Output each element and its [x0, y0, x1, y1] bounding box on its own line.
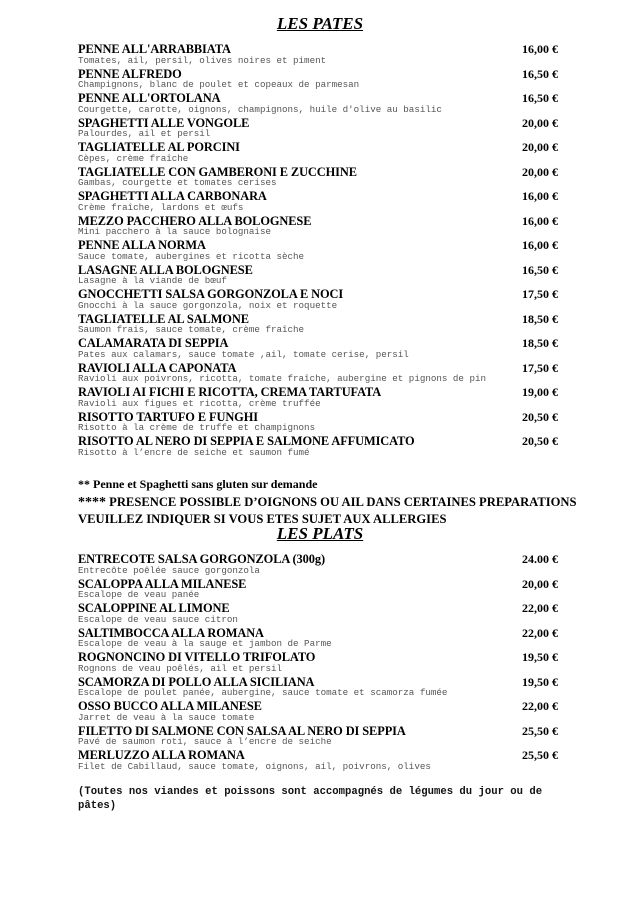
item-price: 22,00 €: [522, 699, 558, 713]
menu-item: [78, 577, 560, 602]
item-price: 18,50 €: [522, 336, 558, 350]
item-price: 20,00 €: [522, 115, 558, 130]
item-price: 16,00 €: [522, 213, 558, 228]
item-description: Pates aux calamars, sauce tomate ,ail, tomate cerise, persil: [78, 348, 409, 360]
menu-item: [78, 410, 560, 435]
item-description: Saumon frais, sauce tomate, crème fraîche: [78, 324, 305, 335]
item-name: OSSO BUCCO ALLA MILANESE: [78, 699, 262, 713]
item-description: Escalope de poulet panée, aubergine, sauce tomate et scamorza fumée: [78, 687, 448, 698]
item-name: SCALOPPINE AL LIMONE: [78, 601, 230, 615]
item-description: Pavé de saumon roti, sauce à l’encre de seiche: [78, 736, 332, 747]
item-description: Jarret de veau à la sauce tomate: [78, 711, 255, 723]
item-name: ROGNONCINO DI VITELLO TRIFOLATO: [78, 650, 316, 664]
item-description: Mini pacchero à la sauce bolognaise: [78, 226, 271, 237]
item-description: Rognons de veau poêlés, ail et persil: [78, 662, 282, 674]
menu-item: [78, 650, 560, 675]
menu-item: [78, 552, 560, 577]
item-price: 17,50 €: [522, 287, 558, 301]
menu-item: [78, 626, 560, 651]
item-name: TAGLIATELLE AL SALMONE: [78, 311, 249, 326]
item-name: FILETTO DI SALMONE CON SALSA AL NERO DI SEPPIA: [78, 723, 406, 738]
menu-item: [78, 189, 560, 214]
item-name: CALAMARATA DI SEPPIA: [78, 336, 229, 350]
item-price: 17,50 €: [522, 360, 558, 375]
menu-item: [78, 312, 560, 337]
menu-item: [78, 165, 560, 190]
gluten-free-note: ** Penne et Spaghetti sans gluten sur demande: [78, 477, 318, 491]
item-price: 25,50 €: [522, 748, 558, 762]
item-description: Entrecôte poêlée sauce gorgonzola: [78, 564, 260, 576]
item-name: SPAGHETTI ALLE VONGOLE: [78, 115, 250, 130]
item-price: 19,00 €: [522, 385, 558, 399]
item-description: Gnocchi à la sauce gorgonzola, noix et roquette: [78, 299, 338, 311]
item-price: 24.00 €: [522, 552, 558, 566]
menu-item: [78, 67, 560, 92]
item-description: Crème fraîche, lardons et œufs: [78, 201, 244, 213]
menu-item: [78, 361, 560, 386]
menu-item: [78, 263, 560, 288]
menu-item: [78, 287, 560, 312]
menu-item: [78, 91, 560, 116]
item-price: 16,50 €: [522, 91, 558, 105]
item-name: TAGLIATELLE CON GAMBERONI E ZUCCHINE: [78, 164, 357, 179]
pates-list: [78, 42, 560, 459]
menu-item: [78, 42, 560, 67]
item-name: RISOTTO TARTUFO E FUNGHI: [78, 409, 258, 424]
item-name: SPAGHETTI ALLA CARBONARA: [78, 189, 267, 203]
item-description: Escalope de veau à la sauge et jambon de Parme: [78, 638, 332, 649]
item-description: Risotto à l’encre de seiche et saumon fumé: [78, 446, 310, 458]
item-price: 20,50 €: [522, 434, 558, 448]
item-name: TAGLIATELLE AL PORCINI: [78, 140, 240, 154]
item-name: MEZZO PACCHERO ALLA BOLOGNESE: [78, 213, 312, 228]
menu-item: [78, 385, 560, 410]
item-price: 16,00 €: [522, 189, 558, 203]
item-name: SCALOPPA ALLA MILANESE: [78, 576, 247, 591]
item-description: Champignons, blanc de poulet et copeaux de parmesan: [78, 79, 360, 90]
allergy-line-1: PRESENCE POSSIBLE D’OIGNONS OU AIL DANS CERTAINES PREPARATIONS: [106, 495, 577, 509]
item-price: 20,50 €: [522, 409, 558, 424]
menu-item: [78, 214, 560, 239]
item-name: PENNE ALLA NORMA: [78, 238, 206, 252]
menu-item: [78, 675, 560, 700]
item-description: Gambas, courgette et tomates cerises: [78, 177, 277, 188]
allergy-note: [78, 494, 577, 527]
menu-item: [78, 601, 560, 626]
item-description: Escalope de veau sauce citron: [78, 613, 238, 625]
item-description: Palourdes, ail et persil: [78, 128, 211, 139]
item-description: Risotto à la crème de truffe et champignons: [78, 422, 316, 433]
menu-item: [78, 748, 560, 773]
item-name: SALTIMBOCCA ALLA ROMANA: [78, 625, 264, 640]
menu-item: [78, 140, 560, 165]
item-name: PENNE ALFREDO: [78, 66, 182, 81]
item-price: 16,00 €: [522, 42, 558, 56]
item-price: 19,50 €: [522, 674, 558, 689]
item-description: Ravioli aux poivrons, ricotta, tomate fraîche, aubergine et pignons de pin: [78, 373, 486, 384]
item-price: 22,00 €: [522, 625, 558, 640]
item-price: 16,00 €: [522, 238, 558, 252]
item-name: SCAMORZA DI POLLO ALLA SICILIANA: [78, 674, 315, 689]
item-name: ENTRECOTE SALSA GORGONZOLA (300g): [78, 552, 325, 566]
item-description: Ravioli aux figues et ricotta, crème truffée: [78, 397, 321, 409]
item-price: 20,00 €: [522, 576, 558, 591]
item-description: Tomates, ail, persil, olives noires et piment: [78, 54, 327, 66]
item-description: Lasagne à la viande de bœuf: [78, 275, 227, 286]
menu-item: [78, 699, 560, 724]
item-description: Escalope de veau panée: [78, 589, 200, 600]
section-title-pates: LES PATES: [276, 14, 364, 33]
item-name: RISOTTO AL NERO DI SEPPIA E SALMONE AFFUMICATO: [78, 434, 415, 448]
accompaniment-note: (Toutes nos viandes et poissons sont accompagnés de légumes du jour ou de pâtes): [78, 786, 543, 812]
item-description: Courgette, carotte, oignons, champignons, huile d'olive au basilic: [78, 103, 442, 115]
plats-list: [78, 552, 560, 773]
item-description: Filet de Cabillaud, sauce tomate, oignons, ail, poivrons, olives: [78, 760, 431, 772]
allergy-line-2: VEUILLEZ INDIQUER SI VOUS ETES SUJET AUX ALLERGIES: [78, 512, 447, 526]
item-name: LASAGNE ALLA BOLOGNESE: [78, 262, 253, 277]
item-name: RAVIOLI ALLA CAPONATA: [78, 360, 237, 375]
item-description: Sauce tomate, aubergines et ricotta sèche: [78, 250, 305, 262]
menu-item: [78, 116, 560, 141]
item-name: RAVIOLI AI FICHI E RICOTTA, CREMA TARTUFATA: [78, 385, 382, 399]
item-name: PENNE ALL'ORTOLANA: [78, 91, 221, 105]
item-name: GNOCCHETTI SALSA GORGONZOLA E NOCI: [78, 287, 344, 301]
item-price: 16,50 €: [522, 66, 558, 81]
section-title-plats: LES PLATS: [276, 524, 364, 543]
item-price: 16,50 €: [522, 262, 558, 277]
item-description: Cèpes, crème fraîche: [78, 152, 189, 164]
allergy-stars: ****: [78, 495, 106, 510]
item-price: 20,00 €: [522, 140, 558, 154]
item-price: 18,50 €: [522, 311, 558, 326]
item-price: 25,50 €: [522, 723, 558, 738]
menu-item: [78, 434, 560, 459]
item-price: 22,00 €: [522, 601, 558, 615]
menu-item: [78, 238, 560, 263]
menu-item: [78, 336, 560, 361]
item-price: 20,00 €: [522, 164, 558, 179]
item-price: 19,50 €: [522, 650, 558, 664]
item-name: MERLUZZO ALLA ROMANA: [78, 748, 245, 762]
menu-item: [78, 724, 560, 749]
item-name: PENNE ALL'ARRABBIATA: [78, 42, 231, 56]
